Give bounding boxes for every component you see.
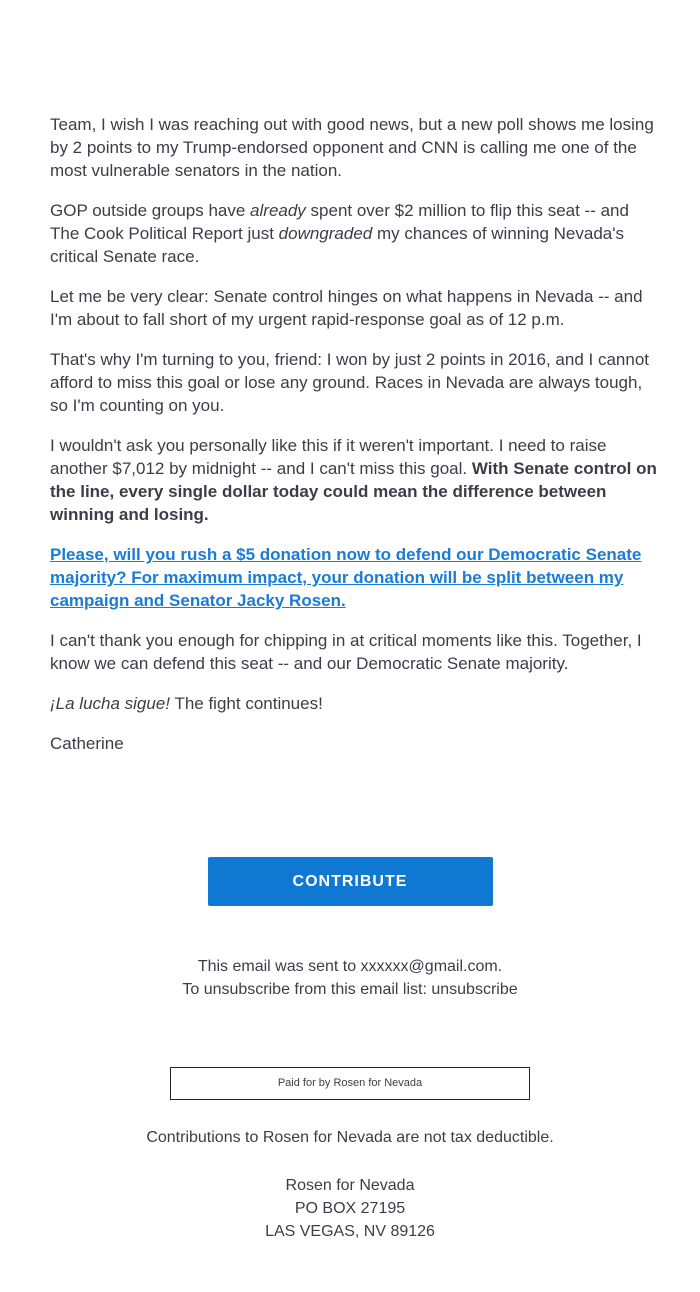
sent-to-text: This email was sent to xxxxxx@gmail.com. — [197, 958, 503, 975]
signature: Catherine — [50, 734, 124, 753]
email-body — [50, 113, 660, 772]
text-segment: GOP outside groups have — [50, 201, 251, 220]
emphasis-downgraded: downgraded — [278, 224, 373, 243]
paragraph-senate-control: Let me be very clear: Senate control hinges on what happens in Nevada -- and I'm about to fall short of my urgent rapid-response goal as of 12 p.m. — [50, 287, 643, 329]
paragraph-thanks: I can't thank you enough for chipping in at critical moments like this. Together, I know we can defend this seat -- and our Democratic Senate majority. — [50, 631, 642, 673]
paragraph-gop-spending — [50, 199, 660, 268]
tax-deductible-note: Contributions to Rosen for Nevada are not tax deductible. — [146, 1129, 554, 1146]
paragraph-counting-on-you: That's why I'm turning to you, friend: I won by just 2 points in 2016, and I cannot afford to miss this goal or lose any ground. Races in Nevada are always tough, so I'm counting on you. — [50, 350, 649, 415]
paragraph-goal — [50, 434, 660, 526]
donate-link[interactable]: Please, will you rush a $5 donation now to defend our Democratic Senate majority? For maximum impact, your donation will be split between my campaign and Senator Jacky Rosen. — [50, 545, 642, 610]
address-org: Rosen for Nevada — [285, 1177, 415, 1194]
text-segment: spent over $2 million to flip this seat -- and The Cook Political Report just — [50, 201, 629, 243]
unsubscribe-line — [0, 978, 700, 1001]
address-po-box: PO BOX 27195 — [294, 1200, 406, 1217]
emphasis-la-lucha-sigue: ¡La lucha sigue! — [50, 694, 171, 713]
paragraph-fight-continues — [50, 692, 660, 715]
unsubscribe-prefix: To unsubscribe from this email list: — [182, 981, 432, 998]
emphasis-already: already — [250, 201, 306, 220]
mailing-address — [0, 1174, 700, 1243]
text-segment: I wouldn't ask you personally like this if it weren't important. I need to raise another $7,012 by midnight -- and I can't miss this goal. — [50, 436, 607, 478]
address-city: LAS VEGAS, NV 89126 — [265, 1223, 435, 1240]
paid-for-disclaimer: Paid for by Rosen for Nevada — [170, 1067, 530, 1100]
paragraph-poll: Team, I wish I was reaching out with good news, but a new poll shows me losing by 2 points to my Trump-endorsed opponent and CNN is calling me one of the most vulnerable senators in the nation. — [50, 115, 654, 180]
unsubscribe-link[interactable]: unsubscribe — [431, 981, 518, 998]
contribute-button-container — [0, 857, 700, 906]
footer-sent-info — [0, 955, 700, 1001]
text-segment: The fight continues! — [170, 694, 323, 713]
text-segment: my chances of winning Nevada's critical Senate race. — [50, 224, 624, 266]
contribute-button[interactable]: CONTRIBUTE — [208, 857, 493, 906]
bold-senate-control: With Senate control on the line, every single dollar today could mean the difference between winning and losing. — [50, 459, 657, 524]
paragraph-donate-link — [50, 543, 660, 612]
